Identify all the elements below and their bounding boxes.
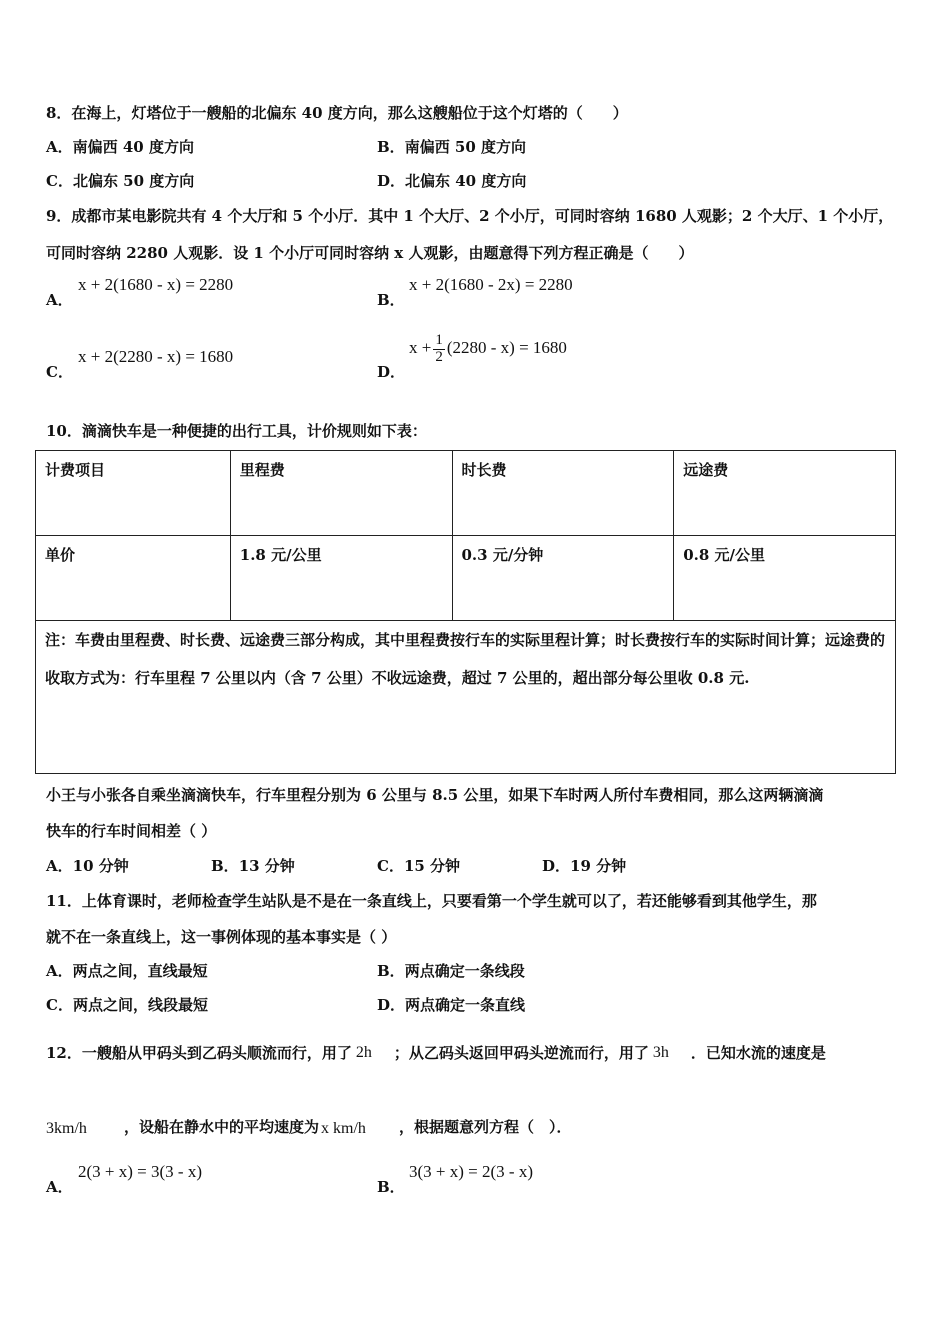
q10-option-c[interactable]: C．15 分钟 <box>377 857 461 875</box>
q9-option-c-expr: x + 2(2280 - x) = 1680 <box>78 347 234 366</box>
q12-time-upstream: 3h <box>652 1044 669 1061</box>
q12-water-speed: 3km/h <box>46 1120 87 1137</box>
q8-stem: 8．在海上，灯塔位于一艘船的北偏东 40 度方向，那么这艘船位于这个灯塔的（ ） <box>46 104 628 122</box>
q11-option-d[interactable]: D．两点确定一条直线 <box>377 996 526 1014</box>
q8-option-c[interactable]: C．北偏东 50 度方向 <box>46 172 195 190</box>
q8-options-row2 <box>46 170 926 192</box>
fare-price-time: 0.3 元/分钟 <box>452 536 674 621</box>
q10-after-line2: 快车的行车时间相差（ ） <box>46 822 217 840</box>
fare-header-mileage: 里程费 <box>230 451 452 536</box>
q10-after-line1: 小王与小张各自乘坐滴滴快车，行车里程分别为 6 公里与 8.5 公里，如果下车时两人所付车费相同，那么这两辆滴滴 <box>46 786 824 804</box>
fare-table <box>35 450 896 774</box>
fare-price-label: 单价 <box>36 536 231 621</box>
q12-option-b-expr: 3(3 + x) = 2(3 - x) <box>409 1162 533 1181</box>
q11-options-row2 <box>46 994 926 1016</box>
q11-option-c[interactable]: C．两点之间，线段最短 <box>46 996 208 1014</box>
q11-stem-line2: 就不在一条直线上，这一事例体现的基本事实是（ ） <box>46 928 397 946</box>
fare-price-long-distance: 0.8 元/公里 <box>674 536 896 621</box>
q10-options-row <box>46 855 926 877</box>
q12-time-downstream: 2h <box>355 1044 372 1061</box>
q10-option-d[interactable]: D．19 分钟 <box>542 857 627 875</box>
q11-options-row1 <box>46 960 926 982</box>
q9-stem-line1: 9．成都市某电影院共有 4 个大厅和 5 个小厅．其中 1 个大厅、2 个小厅，可同时容纳 1680 人观影；2 个大厅、1 个小厅， <box>46 207 894 225</box>
q11-option-b[interactable]: B．两点确定一条线段 <box>377 962 525 980</box>
q12-stem-line2: 3km/h ，设船在静水中的平均速度为 x km/h ，根据题意列方程（ ）． <box>46 1118 572 1137</box>
q10-option-b[interactable]: B．13 分钟 <box>211 857 295 875</box>
fare-header-item: 计费项目 <box>36 451 231 536</box>
q9-option-a-expr: x + 2(1680 - x) = 2280 <box>78 275 234 294</box>
q9-option-d-expr: x + $\frac{1}{2}$ (2280 - x) = 1680 <box>409 332 567 365</box>
q10-option-a[interactable]: A．10 分钟 <box>46 857 129 875</box>
q8-option-a[interactable]: A．南偏西 40 度方向 <box>46 138 194 156</box>
fare-header-long-distance: 远途费 <box>674 451 896 536</box>
q12-stem-line1: 12．一艘船从甲码头到乙码头顺流而行，用了 2h ；从乙码头返回甲码头逆流而行，用了 3h ．已知水流的速度是 <box>46 1044 826 1062</box>
q8-options-row1 <box>46 136 926 158</box>
q8-option-d[interactable]: D．北偏东 40 度方向 <box>377 172 527 190</box>
q11-stem-line1: 11．上体育课时，老师检查学生站队是不是在一条直线上，只要看第一个学生就可以了，若还能够看到其他学生，那 <box>46 892 817 910</box>
fraction-one-half: $\frac{1}{2}$ <box>435 332 443 365</box>
q12-boat-speed: x km/h <box>321 1120 366 1137</box>
q12-option-a-expr: 2(3 + x) = 3(3 - x) <box>78 1162 202 1181</box>
fare-table-note-row <box>36 621 896 774</box>
q8-option-b[interactable]: B．南偏西 50 度方向 <box>377 138 527 156</box>
fare-table-header-row <box>36 451 896 536</box>
fare-table-price-row <box>36 536 896 621</box>
q10-stem: 10．滴滴快车是一种便捷的出行工具，计价规则如下表： <box>46 422 427 440</box>
q9-option-b-expr: x + 2(1680 - 2x) = 2280 <box>409 275 573 294</box>
fare-price-mileage: 1.8 元/公里 <box>230 536 452 621</box>
q9-stem-line2: 可同时容纳 2280 人观影．设 1 个小厅可同时容纳 x 人观影，由题意得下列方程正确是（ ） <box>46 244 694 262</box>
q11-option-a[interactable]: A．两点之间，直线最短 <box>46 962 208 980</box>
fare-note: 注：车费由里程费、时长费、远途费三部分构成，其中里程费按行车的实际里程计算；时长费按行车的实际时间计算；远途费的收取方式为：行车里程 7 公里以内（含 7 公里）不收远途费，超过 7 公里的，超出部分每公里收 0.8 元. <box>36 621 896 774</box>
fare-header-time: 时长费 <box>452 451 674 536</box>
